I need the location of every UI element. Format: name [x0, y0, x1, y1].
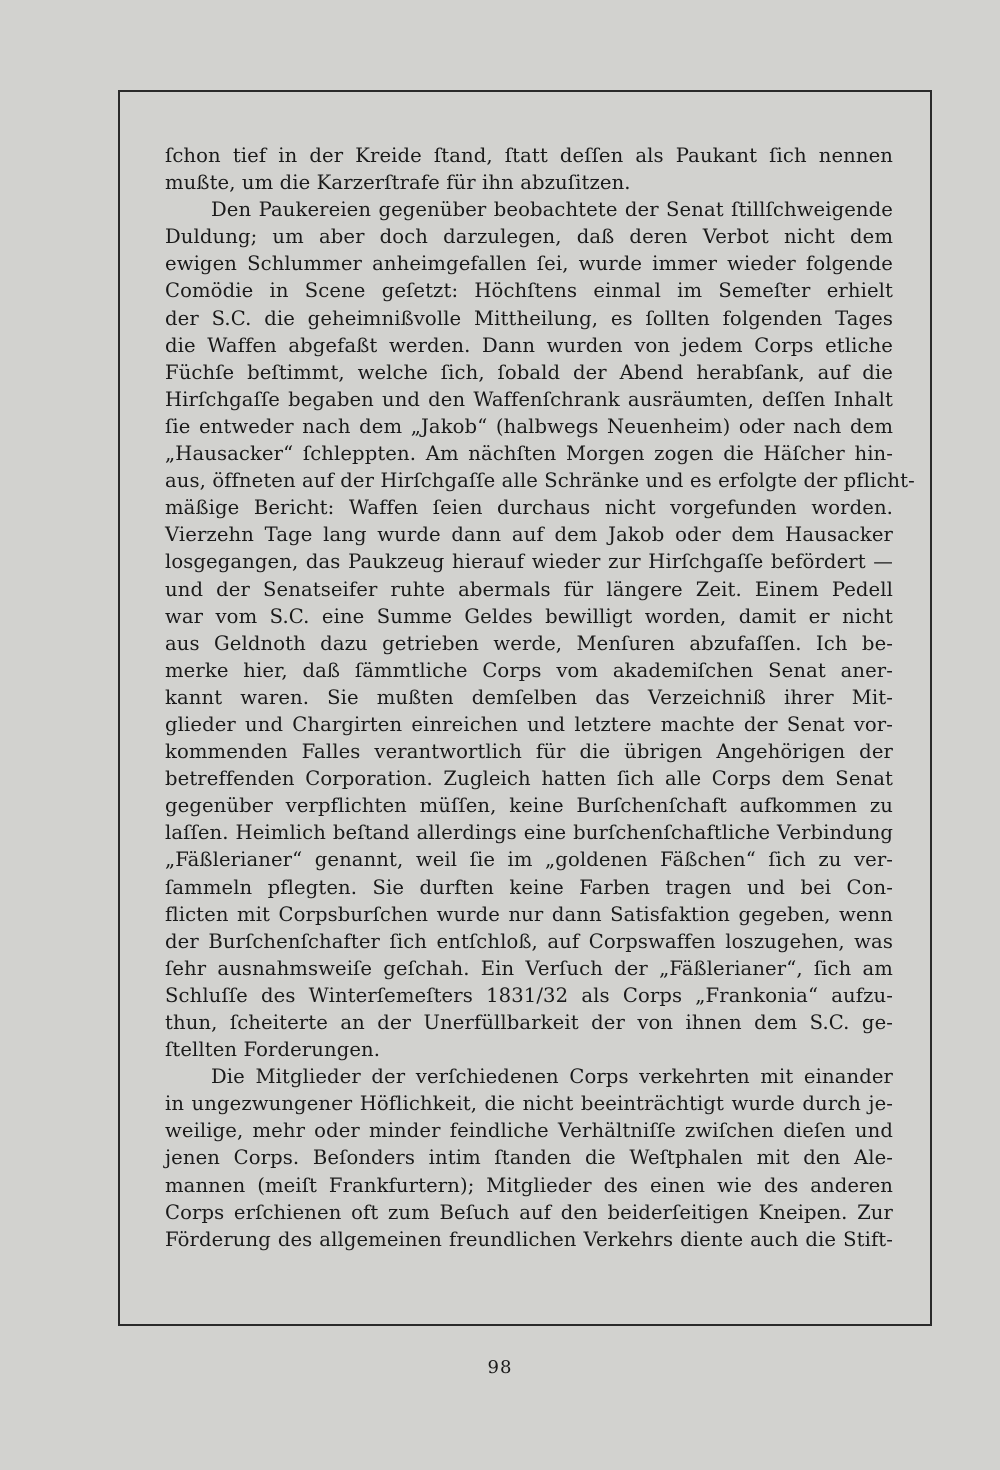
text-line: ewigen Schlummer anheimgefallen ſei, wurde immer wieder folgende — [165, 252, 893, 276]
text-line: Vierzehn Tage lang wurde dann auf dem Jakob oder dem Hausacker — [165, 523, 893, 547]
text-line: thun, ſcheiterte an der Unerfüllbarkeit der von ihnen dem S.C. ge- — [165, 1011, 893, 1034]
text-line: Förderung des allgemeinen freundlichen Verkehrs diente auch die Stift- — [165, 1227, 893, 1251]
text-line: glieder und Chargirten einreichen und letztere machte der Senat vor- — [165, 712, 893, 736]
text-line: aus Geldnoth dazu getrieben werde, Menſuren abzufaſſen. Ich be- — [165, 631, 893, 655]
text-line: die Waffen abgefaßt werden. Dann wurden von jedem Corps etliche — [165, 333, 893, 357]
text-line: war vom S.C. eine Summe Geldes bewilligt worden, damit er nicht — [165, 604, 893, 628]
text-line: laſſen. Heimlich beſtand allerdings eine burſchenſchaftliche Verbindung — [165, 821, 893, 845]
text-line: ſehr ausnahmsweiſe geſchah. Ein Verſuch der „Fäßlerianer“, ſich am — [165, 956, 893, 980]
text-line: Hirſchgaſſe begaben und den Waffenſchrank ausräumten, deſſen Inhalt — [165, 387, 893, 411]
text-line: und der Senatseifer ruhte abermals für längere Zeit. Einem Pedell — [165, 577, 893, 601]
text-line: weilige, mehr oder minder feindliche Verhältniſſe zwiſchen dieſen und — [165, 1119, 893, 1143]
text-line: Schluſſe des Winterſemeſters 1831/32 als Corps „Frankonia“ aufzu- — [165, 983, 893, 1007]
text-line: aus, öffneten auf der Hirſchgaſſe alle Schränke und es erfolgte der pflicht- — [165, 469, 915, 493]
text-line: mannen (meiſt Frankfurtern); Mitglieder des einen wie des anderen — [165, 1173, 893, 1197]
text-line: der S.C. die geheimnißvolle Mittheilung, es ſollten folgenden Tages — [165, 306, 893, 330]
text-line: Den Paukereien gegenüber beobachtete der Senat ſtillſchweigende — [211, 198, 893, 222]
text-line: Comödie in Scene geſetzt: Höchſtens einmal im Semeſter erhielt — [165, 279, 893, 303]
text-line: betreffenden Corporation. Zugleich hatten ſich alle Corps dem Senat — [165, 767, 893, 791]
text-line: ſchon tief in der Kreide ſtand, ſtatt deſſen als Paukant ſich nennen — [165, 144, 893, 167]
text-line: der Burſchenſchafter ſich entſchloß, auf Corpswaffen loszugehen, was — [165, 929, 893, 953]
text-line: merke hier, daß ſämmtliche Corps vom akademiſchen Senat aner- — [165, 658, 893, 682]
page-number: 98 — [487, 1357, 513, 1378]
text-line: Duldung; um aber doch darzulegen, daß deren Verbot nicht dem — [165, 225, 893, 249]
text-line: Die Mitglieder der verſchiedenen Corps verkehrten mit einander — [211, 1065, 893, 1089]
text-line: „Hausacker“ ſchleppten. Am nächſten Morgen zogen die Häſcher hin- — [165, 442, 893, 466]
text-line: in ungezwungener Höflichkeit, die nicht beeinträchtigt wurde durch je- — [165, 1092, 893, 1116]
body-text — [165, 142, 915, 1253]
text-line: flicten mit Corpsburſchen wurde nur dann Satisfaktion gegeben, wenn — [165, 902, 893, 926]
text-line: ſammeln pflegten. Sie durften keine Farben tragen und bei Con- — [165, 875, 893, 899]
text-line: mußte, um die Karzerſtrafe für ihn abzuſitzen. — [165, 171, 631, 195]
text-line: gegenüber verpflichten müſſen, keine Burſchenſchaft aufkommen zu — [165, 794, 893, 818]
text-line: Füchſe beſtimmt, welche ſich, ſobald der Abend herabſank, auf die — [165, 360, 893, 384]
text-line: ſtellten Forderungen. — [165, 1038, 381, 1062]
text-line: kommenden Falles verantwortlich für die übrigen Angehörigen der — [165, 740, 893, 764]
text-line: „Fäßlerianer“ genannt, weil ſie im „goldenen Fäßchen“ ſich zu ver- — [165, 848, 893, 872]
text-line: Corps erſchienen oft zum Beſuch auf den beiderſeitigen Kneipen. Zur — [165, 1200, 893, 1224]
text-line: jenen Corps. Beſonders intim ſtanden die Weſtphalen mit den Ale- — [165, 1146, 893, 1170]
text-line: ſie entweder nach dem „Jakob“ (halbwegs Neuenheim) oder nach dem — [165, 414, 893, 438]
text-line: kannt waren. Sie mußten demſelben das Verzeichniß ihrer Mit- — [165, 685, 893, 709]
text-line: losgegangen, das Paukzeug hierauf wieder zur Hirſchgaſſe befördert — — [165, 550, 893, 574]
text-line: mäßige Bericht: Waffen ſeien durchaus nicht vorgefunden worden. — [165, 496, 893, 520]
